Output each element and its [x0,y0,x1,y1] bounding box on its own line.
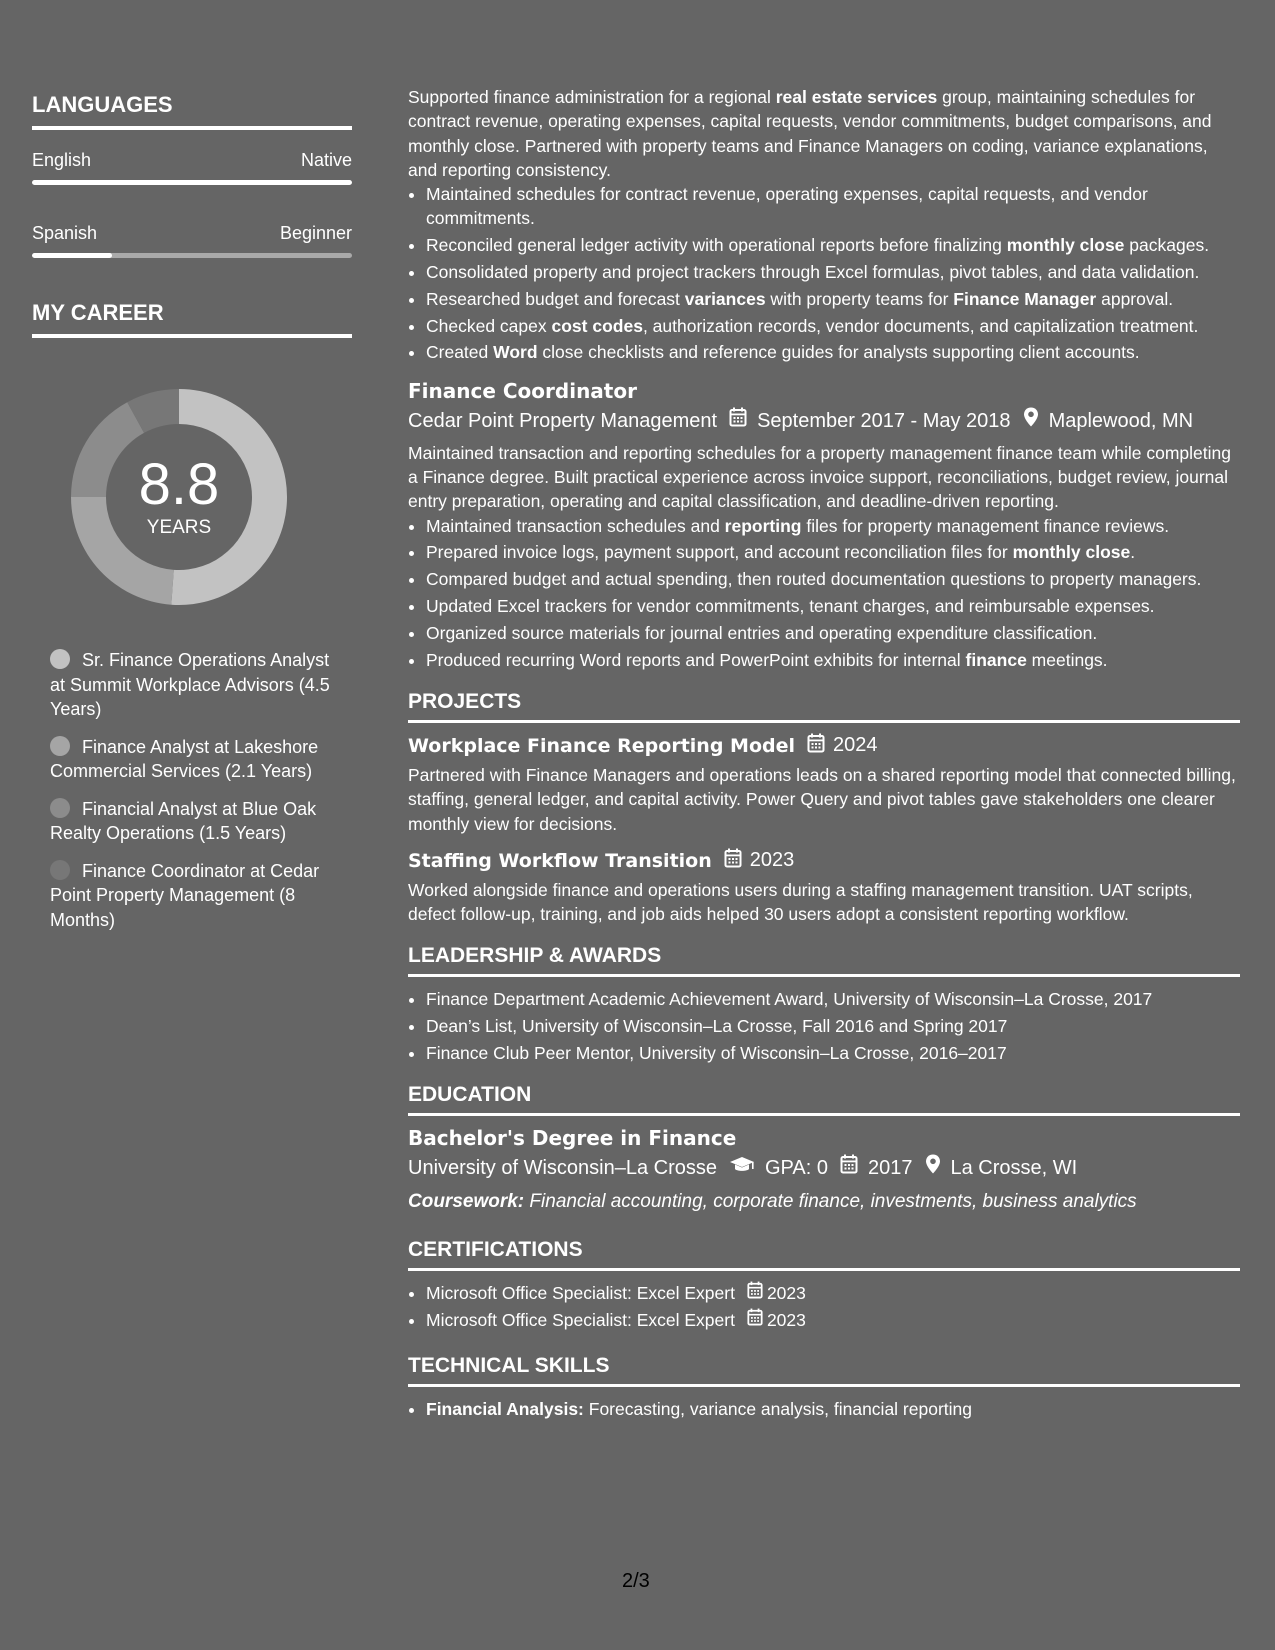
career-legend-label: Sr. Finance Operations Analyst at Summit Workplace Advisors (4.5 Years) [50,650,330,719]
career-legend-label: Finance Analyst at Lakeshore Commercial Services (2.1 Years) [50,736,319,781]
calendar-icon [807,733,825,759]
bullet-item [426,648,1240,672]
legend-dot [50,649,70,669]
bullet-emphasis: Finance Manager [953,288,1097,309]
job-dates: September 2017 - May 2018 [757,409,1011,432]
education-meta [408,1154,1240,1182]
career-legend-item [50,648,352,722]
career-legend-item [50,735,352,784]
job-bullets [408,514,1240,672]
graduation-year: 2017 [868,1157,913,1180]
bullet-item [426,594,1240,618]
bullet-text: with property teams for [765,288,954,309]
summary-text: Supported finance administration for a regional [408,87,776,107]
calendar-icon [840,1154,858,1182]
job-title: Finance Coordinator [408,378,637,403]
skills-list [408,1397,1240,1421]
project-name: Workplace Finance Reporting Model [408,734,796,757]
experience-summary [408,85,1240,182]
coursework-text: Financial accounting, corporate finance, investments, business analytics [524,1191,1137,1213]
career-legend [50,648,352,932]
certification-year: 2023 [766,1283,806,1304]
bullet-emphasis: reporting [724,515,802,536]
page-number: 2/3 [622,1570,650,1592]
bullet-text: files for property management finance reviews. [801,515,1170,536]
certification-year: 2023 [766,1310,806,1331]
bullet-emphasis: variances [684,288,766,309]
bullet-emphasis: finance [965,649,1027,670]
calendar-icon [747,1281,763,1305]
map-pin-icon [1023,407,1039,435]
career-total-value: 8.8 [138,452,220,517]
bullet-text: Consolidated property and project trackers through Excel formulas, pivot tables, and data validation. [426,262,1200,283]
bullet-text: Created [426,342,494,363]
bullet-text: Updated Excel trackers for vendor commitments, tenant charges, and reimbursable expenses. [426,596,1155,617]
calendar-icon [747,1308,763,1332]
skill-label: Financial Analysis: [426,1399,584,1420]
job-company: Cedar Point Property Management [408,409,718,432]
awards-list [408,987,1240,1065]
projects-heading: PROJECTS [408,690,1240,723]
skill-value: Forecasting, variance analysis, financial reporting [583,1399,973,1420]
language-proficiency-bar [32,253,352,258]
career-legend-label: Finance Coordinator at Cedar Point Property Management (8 Months) [50,860,320,930]
coursework-label: Coursework: [408,1191,525,1213]
bullet-emphasis: Word [493,342,538,363]
school-location: La Crosse, WI [950,1157,1078,1180]
language-level: Beginner [279,223,352,243]
skills-heading: TECHNICAL SKILLS [408,1354,1240,1387]
bullet-text: Organized source materials for journal entries and operating expenditure classification. [426,622,1098,643]
project-year: 2024 [833,734,878,757]
certification-name: • Microsoft Office Specialist: Excel Expert [426,1283,735,1304]
career-legend-label: Financial Analyst at Blue Oak Realty Operations (1.5 Years) [50,798,317,843]
certification-name: • Microsoft Office Specialist: Excel Expert [426,1310,735,1331]
legend-dot [50,798,70,818]
bullet-item [426,621,1240,645]
bullet-item [426,540,1240,564]
career-total-unit: YEARS [146,517,212,538]
job-location: Maplewood, MN [1048,409,1194,432]
language-level: Native [300,150,352,170]
bullet-emphasis: cost codes [551,315,643,336]
bullet-text: Researched budget and forecast [426,288,685,309]
certifications-list [408,1281,1240,1332]
bullet-text: Maintained transaction schedules and [426,515,725,536]
bullet-text: Produced recurring Word reports and PowerPoint exhibits for internal [426,649,966,670]
bullet-text: close checklists and reference guides for analysts supporting client accounts. [537,342,1140,363]
school-name: University of Wisconsin–La Crosse [408,1157,717,1180]
language-item [32,221,352,258]
bullet-text: . [1130,542,1136,563]
education-heading: EDUCATION [408,1083,1240,1116]
bullet-item [426,314,1240,338]
award-item: • Dean’s List, University of Wisconsin–La Crosse, Fall 2016 and Spring 2017 [426,1014,1240,1038]
bullet-text: Compared budget and actual spending, then routed documentation questions to property managers. [426,569,1202,590]
bullet-item [426,514,1240,538]
language-name: English [32,150,92,170]
award-item: • Finance Department Academic Achievement Award, University of Wisconsin–La Crosse, 2017 [426,987,1240,1011]
language-name: Spanish [32,223,98,243]
languages-heading: LANGUAGES [32,92,352,130]
graduation-cap-icon [729,1154,755,1182]
project-item [408,733,1240,836]
experience-bullets [408,182,1240,365]
gpa: GPA: 0 [765,1157,828,1180]
bullet-text: , authorization records, vendor documents, and capitalization treatment. [642,315,1199,336]
bullet-emphasis: monthly close [1006,235,1125,256]
bullet-text: Checked capex [426,315,552,336]
certifications-heading: CERTIFICATIONS [408,1238,1240,1271]
career-legend-item [50,797,352,846]
job-summary: Maintained transaction and reporting schedules for a property management finance team while completing a Finance degree. Built practical experience across invoice support, reconciliations, budget review, journal entry preparation, operating and capital classification, and deadline-driven reporting. [408,442,1231,512]
main-content [408,85,1240,1424]
language-item [32,148,352,185]
bullet-text: approval. [1096,288,1174,309]
bullet-text: Maintained schedules for contract revenue, operating expenses, capital requests, and vendor commitments. [426,184,1148,229]
career-legend-item [50,859,352,933]
project-description: Partnered with Finance Managers and operations leads on a shared reporting model that connected billing, staffing, general ledger, and capital activity. Power Query and pivot tables gave stakeholders one clearer monthly view for decisions. [408,764,1236,834]
bullet-text: Reconciled general ledger activity with operational reports before finalizing [426,235,1007,256]
calendar-icon [724,848,742,874]
bullet-text: packages. [1124,235,1210,256]
bullet-item [426,182,1240,231]
career-heading: MY CAREER [32,300,352,338]
summary-text: group, maintaining schedules for contract revenue, operating expenses, capital requests, vendor commitments, budget comparisons, and monthly close. Partnered with property teams and Finance Managers on coding, variance explanations, and reporting consistency. [408,87,1212,180]
sidebar [32,92,352,945]
awards-heading: LEADERSHIP & AWARDS [408,944,1240,977]
bullet-emphasis: monthly close [1012,542,1131,563]
bullet-text: meetings. [1026,649,1108,670]
career-donut-chart [64,382,294,612]
bullet-item [426,287,1240,311]
project-description: Worked alongside finance and operations users during a staffing management transition. UAT scripts, defect follow-up, training, and job aids helped 30 users adopt a consistent reporting workflow. [408,879,1193,925]
bullet-item [426,567,1240,591]
legend-dot [50,860,70,880]
certification-item [426,1308,1240,1332]
calendar-icon [729,407,747,435]
certification-item [426,1281,1240,1305]
language-proficiency-bar [32,180,352,185]
language-proficiency-fill [32,180,352,185]
skill-item [426,1397,1240,1421]
project-item [408,848,1240,927]
legend-dot [50,736,70,756]
job-meta [408,407,1240,435]
bullet-text: Prepared invoice logs, payment support, and account reconciliation files for [426,542,1013,563]
coursework [408,1188,1240,1216]
bullet-item [426,340,1240,364]
bullet-item [426,233,1240,257]
summary-emphasis: real estate services [775,87,938,107]
career-donut-center [64,382,294,612]
project-year: 2023 [749,849,795,872]
project-name: Staffing Workflow Transition [408,849,712,872]
award-item: • Finance Club Peer Mentor, University of Wisconsin–La Crosse, 2016–2017 [426,1041,1240,1065]
bullet-item [426,260,1240,284]
degree-title: Bachelor's Degree in Finance [408,1126,737,1151]
language-proficiency-fill [32,253,112,258]
map-pin-icon [925,1154,941,1182]
